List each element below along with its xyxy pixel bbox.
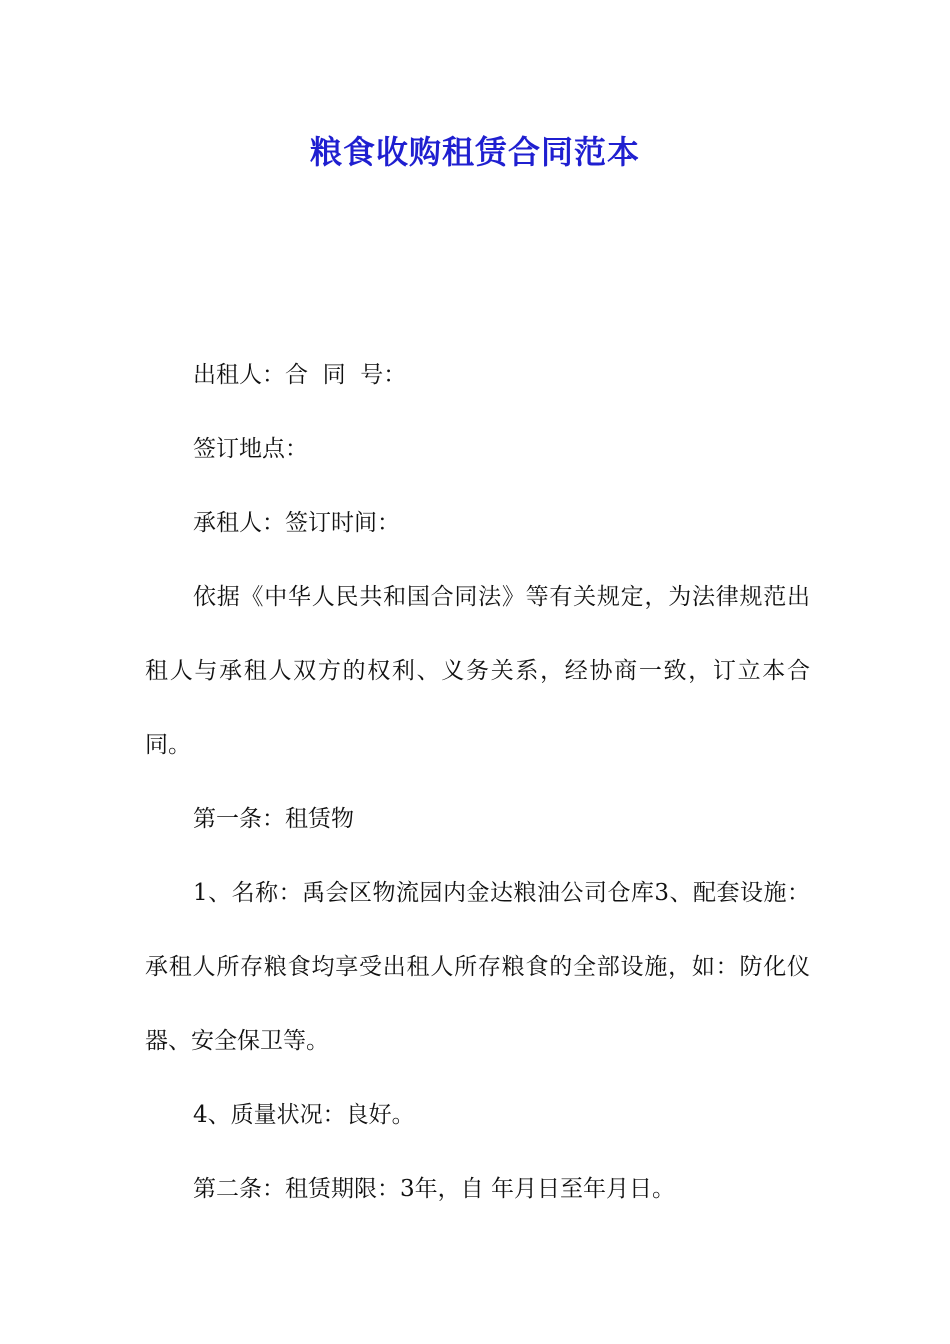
article-one-item-1-3: 1、名称：禹会区物流园内金达粮油公司仓库3、配套设施：承租人所存粮食均享受出租人所存粮食的全部设施，如：防化仪器、安全保卫等。 (145, 880, 810, 1054)
article-two-term: 第二条：租赁期限：3年，自 年月日至年月日。 (193, 1176, 675, 1202)
preamble-paragraph: 依据《中华人民共和国合同法》等有关规定，为法律规范出租人与承租人双方的权利、义务关系，经协商一致，订立本合同。 (145, 584, 810, 758)
lessee-signing-time-line: 承租人：签订时间： (193, 510, 400, 536)
signing-place-line: 签订地点： (193, 436, 308, 462)
document-body (145, 338, 810, 1226)
article-one-item-4: 4、质量状况：良好。 (193, 1102, 415, 1128)
document-title: 粮食收购租赁合同范本 (309, 133, 640, 171)
lessor-contract-number-line: 出租人：合 同 号： (193, 362, 407, 388)
article-one-heading: 第一条：租赁物 (193, 806, 354, 832)
